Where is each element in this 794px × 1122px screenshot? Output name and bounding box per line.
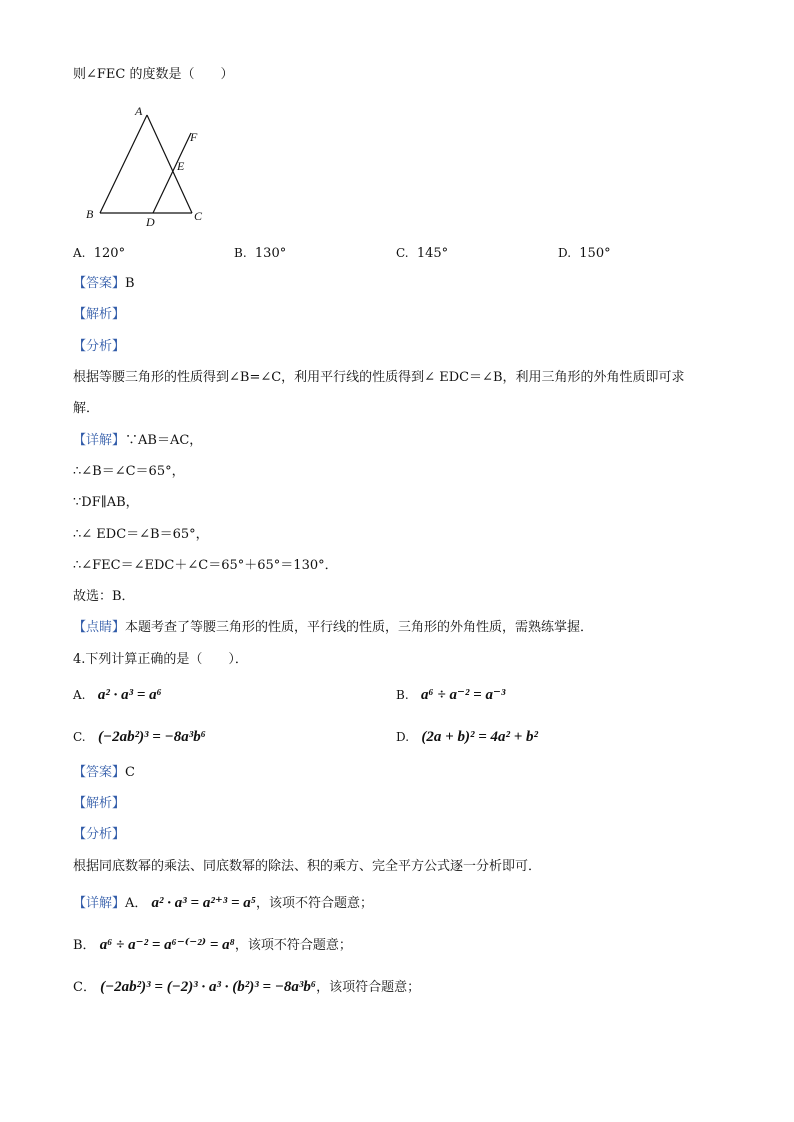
q3-option-b[interactable]: B. 130° <box>234 246 287 261</box>
label-f: F <box>190 130 198 144</box>
segment-df <box>153 133 191 213</box>
q4-fenxi: 根据同底数幂的乘法、同底数幂的除法、积的乘方、完全平方公式逐一分析即可． <box>73 859 542 874</box>
q3-fenxi-line1: 根据等腰三角形的性质得到∠B=∠C，利用平行线的性质得到∠ EDC＝∠B，利用三角形的外角性质即可求 <box>73 370 685 385</box>
q3-fenxi-tag: 【分析】 <box>73 339 126 354</box>
q3-detail-step-4: ∴∠ EDC＝∠B＝65°， <box>73 527 209 542</box>
q3-conclusion: 故选：B． <box>73 589 135 604</box>
label-b: B <box>86 207 94 221</box>
q3-option-c[interactable]: C. 145° <box>396 246 449 261</box>
q3-detail-step-1: 【详解】∵AB＝AC， <box>73 433 203 448</box>
q4-option-a[interactable]: A. a² · a³ = a⁶ <box>73 687 162 703</box>
label-a: A <box>135 104 143 118</box>
q4-detail-b: B． a⁶ ÷ a⁻² = a⁶⁻⁽⁻²⁾ = a⁸，该项不符合题意； <box>73 937 352 953</box>
q4-stem: 4.下列计算正确的是（ ）． <box>73 652 248 667</box>
q3-dianjing: 【点睛】本题考查了等腰三角形的性质，平行线的性质，三角形的外角性质，需熟练掌握． <box>73 620 594 635</box>
q3-fenxi-line2: 解． <box>73 401 100 416</box>
q3-option-a[interactable]: A. 120° <box>73 246 126 261</box>
segment-ac <box>147 115 192 213</box>
q4-detail-a: 【详解】A． a² · a³ = a²⁺³ = a⁵，该项不符合题意； <box>73 895 374 911</box>
label-d: D <box>146 215 155 229</box>
q3-option-d[interactable]: D. 150° <box>558 246 611 261</box>
q3-detail-step-2: ∴∠B＝∠C＝65°， <box>73 464 185 479</box>
q4-answer: 【答案】C <box>73 765 135 780</box>
q3-answer: 【答案】B <box>73 276 135 291</box>
q4-option-c[interactable]: C. (−2ab²)³ = −8a³b⁶ <box>73 729 206 745</box>
q4-option-b[interactable]: B. a⁶ ÷ a⁻² = a⁻³ <box>396 687 506 703</box>
q4-jiexi-tag: 【解析】 <box>73 796 126 811</box>
segment-ab <box>100 115 147 213</box>
q3-detail-step-5: ∴∠FEC＝∠EDC＋∠C＝65°＋65°＝130°． <box>73 558 338 573</box>
q3-detail-step-3: ∵DF∥AB， <box>73 495 139 510</box>
triangle-figure <box>80 100 220 232</box>
q4-fenxi-tag: 【分析】 <box>73 827 126 842</box>
q3-stem-tail: 则∠FEC 的度数是（ ） <box>73 67 234 82</box>
label-c: C <box>194 209 203 223</box>
label-e: E <box>177 159 185 173</box>
q3-jiexi-tag: 【解析】 <box>73 307 126 322</box>
q4-detail-c: C． (−2ab²)³ = (−2)³ · a³ · (b²)³ = −8a³b⁶，该项符合题意； <box>73 979 421 995</box>
q4-option-d[interactable]: D. (2a + b)² = 4a² + b² <box>396 729 539 745</box>
